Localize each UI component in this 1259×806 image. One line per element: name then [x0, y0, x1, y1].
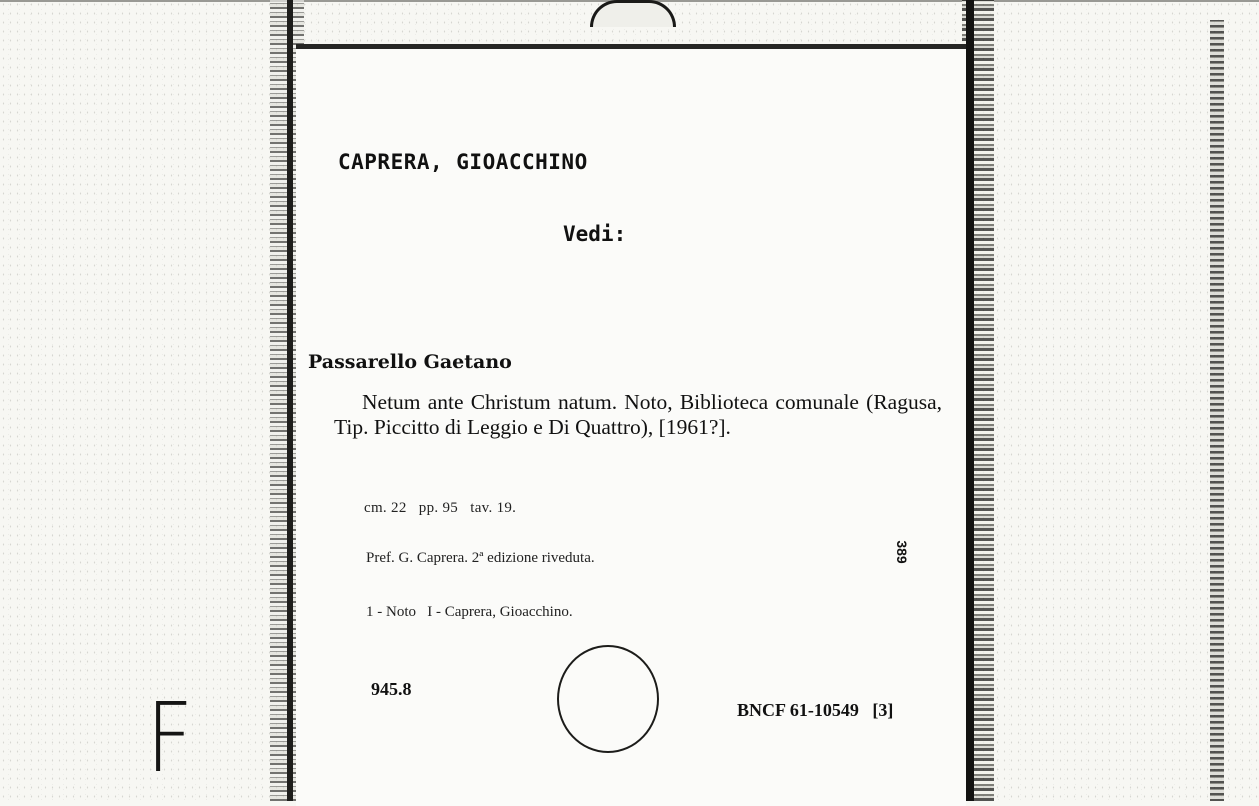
- author-entry: Passarello Gaetano: [308, 351, 512, 373]
- left-card-edge-line: [287, 0, 293, 801]
- side-number: 389: [894, 540, 910, 564]
- tracings-line: 1 - Noto I - Caprera, Gioacchino.: [366, 604, 573, 620]
- top-card-tab: [590, 0, 676, 27]
- card-heading: CAPRERA, GIOACCHINO: [338, 150, 588, 174]
- margin-letter: F: [146, 682, 194, 794]
- note-line: Pref. G. Caprera. 2ª edizione riveduta.: [366, 550, 595, 566]
- far-right-edge: [1210, 20, 1224, 801]
- see-reference: Vedi:: [563, 222, 627, 246]
- punch-hole: [557, 645, 659, 753]
- bncf-number: BNCF 61-10549 [3]: [737, 700, 894, 720]
- title-imprint: Netum ante Christum natum. Noto, Biblioteca comunale (Ragusa, Tip. Piccitto di Leggio e Di Quattro), [1961?].: [334, 390, 942, 439]
- class-number: 945.8: [371, 679, 412, 699]
- collation: cm. 22 pp. 95 tav. 19.: [364, 500, 517, 516]
- right-card-edge-line: [966, 0, 974, 801]
